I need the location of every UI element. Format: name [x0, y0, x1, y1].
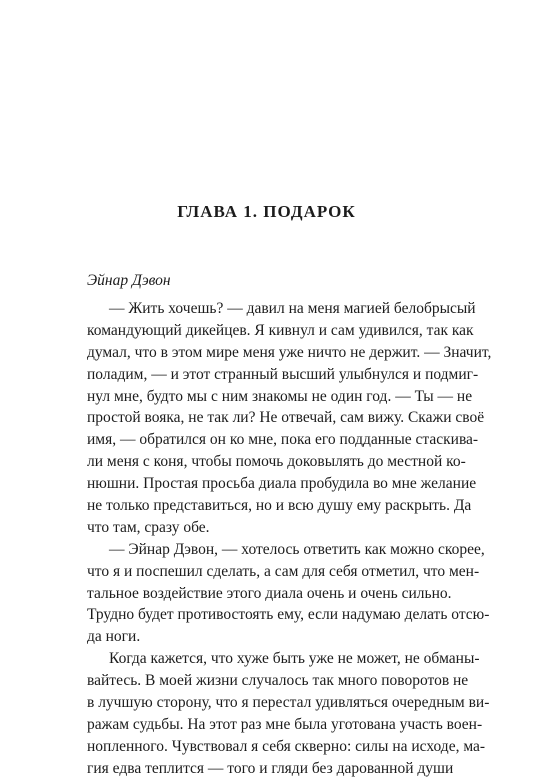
text-line: не только представиться, но и всю душу ему раскрыть. Да: [87, 497, 472, 515]
text-line: нопленного. Чувствовал я себя скверно: силы на исходе, ма-: [87, 737, 486, 755]
text-line: командующий дикейцев. Я кивнул и сам удивился, так как: [87, 321, 474, 339]
text-line: в лучшую сторону, что я перестал удивляться очередным ви-: [87, 694, 490, 712]
text-line: ли меня с коня, чтобы помочь доковылять до местной ко-: [87, 453, 466, 471]
text-line: Трудно будет противостоять ему, если надумаю делать отсю-: [87, 606, 490, 624]
text-line: поладим, — и этот странный высший улыбнулся и подмиг-: [87, 365, 479, 383]
text-line: гия едва теплится — того и гляди без дарованной души: [87, 759, 454, 777]
narrator-name: Эйнар Дэвон: [87, 272, 171, 289]
chapter-body: [87, 298, 492, 780]
text-line: ражам судьбы. На этот раз мне была уготована участь воен-: [87, 715, 483, 733]
text-line: что я и поспешил сделать, а сам для себя отметил, что мен-: [87, 562, 480, 580]
text-line: думал, что в этом мире меня уже ничто не держит. — Значит,: [87, 343, 492, 361]
text-line: тальное воздействие этого диала очень и очень сильно.: [87, 584, 452, 602]
text-line: да ноги.: [87, 628, 141, 646]
text-line: нюшни. Простая просьба диала пробудила во мне желание: [87, 475, 477, 493]
paragraph: [87, 539, 490, 648]
text-line: вайтесь. В моей жизни случалось так много поворотов не: [87, 672, 469, 690]
text-line: Когда кажется, что хуже быть уже не может, не обманы-: [109, 650, 480, 668]
text-line: — Жить хочешь? — давил на меня магией белобрысый: [109, 300, 476, 317]
text-line: простой вояка, не так ли? Не отвечай, сам вижу. Скажи своё: [87, 409, 485, 427]
text-line: что там, сразу обе.: [87, 518, 210, 536]
text-line: — Эйнар Дэвон, — хотелось ответить как можно скорее,: [109, 540, 485, 558]
text-line: имя, — обратился он ко мне, пока его подданные стаскива-: [87, 431, 479, 449]
paragraph: [87, 298, 492, 539]
paragraph: [87, 648, 490, 779]
text-line: нул мне, будто мы с ним знакомы не один год. — Ты — не: [87, 387, 473, 405]
chapter-title: ГЛАВА 1. ПОДАРОК: [177, 202, 356, 221]
